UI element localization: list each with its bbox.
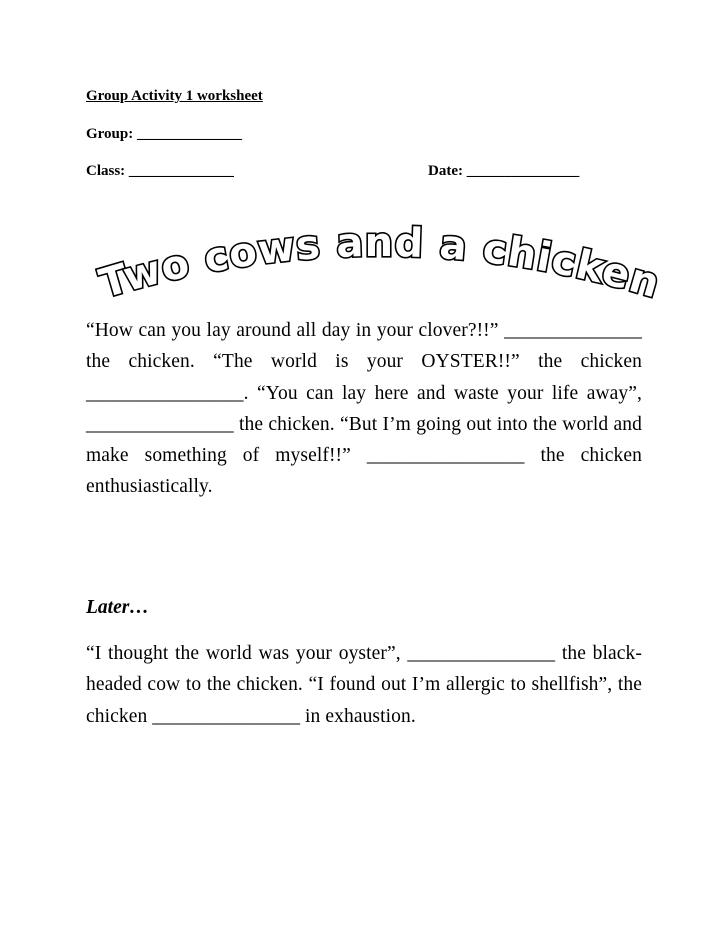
class-field: Class: ______________: [86, 163, 234, 179]
story-paragraph-2: “I thought the world was your oyster”, _______________ the black-headed cow to the chicken. “I found out I’m allergic to shellfish”, the chicken _______________ in exhaustion.: [86, 643, 642, 727]
story-paragraph-1: “How can you lay around all day in your clover?!!” ______________ the chicken. “The world is your OYSTER!!” the chicken ________________. “You can lay here and waste your life away”, _______________ the chicken. “But I’m going out into the world and make something of myself!!” ________________ the chicken enthusiastically.: [86, 320, 642, 498]
group-field: Group: ______________: [86, 126, 242, 142]
svg-text:Two cows and a chicken: [95, 220, 666, 308]
worksheet-title: Group Activity 1 worksheet: [86, 88, 263, 104]
later-heading: Later…: [86, 597, 149, 618]
date-field: Date: _______________: [428, 163, 580, 179]
story-title-wordart: [80, 220, 680, 310]
story-title: Two cows and a chicken: [94, 220, 666, 308]
